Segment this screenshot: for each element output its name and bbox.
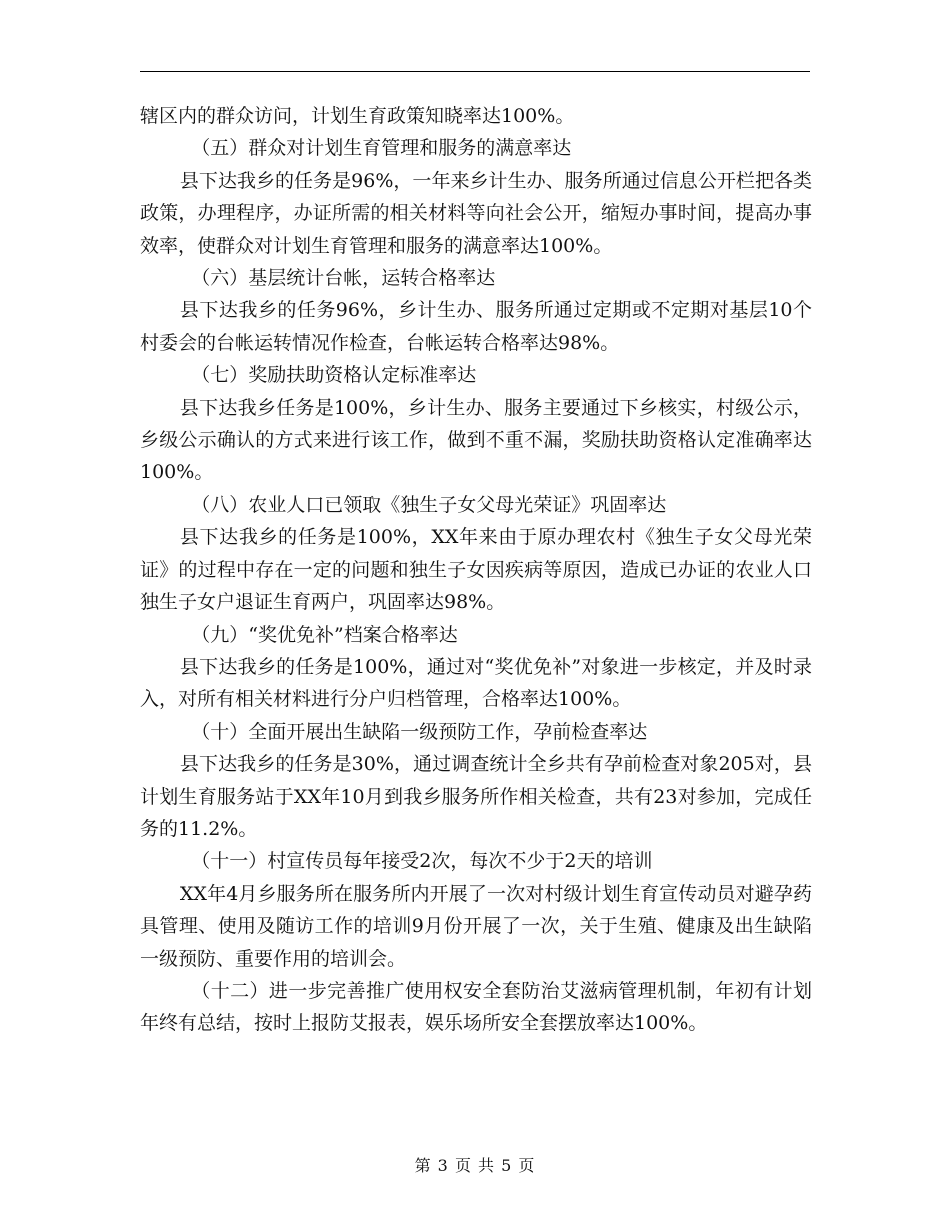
section-heading: （八）农业人口已领取《独生子女父母光荣证》巩固率达 [191,493,667,516]
section-heading: （十）全面开展出生缺陷一级预防工作，孕前检查率达 [191,720,648,743]
body-paragraph: XX年4月乡服务所在服务所内开展了一次对村级计划生育宣传动员对避孕药具管理、使用及随访工作的培训9月份开展了一次，关于生殖、健康及出生缺陷一级预防、重要作用的培训会。 [140,882,812,970]
body-paragraph: 县下达我乡的任务96%，乡计生办、服务所通过定期或不定期对基层10个村委会的台帐运转情况作检查，台帐运转合格率达98%。 [140,299,812,354]
body-paragraph: 县下达我乡的任务是100%，通过对“奖优免补”对象进一步核定，并及时录入，对所有相关材料进行分户归档管理，合格率达100%。 [140,655,812,711]
body-paragraph: 县下达我乡的任务是30%，通过调查统计全乡共有孕前检查对象205对，县计划生育服务站于XX年10月到我乡服务所作相关检查，共有23对参加，完成任务的11.2%。 [140,753,812,840]
section-heading: （六）基层统计台帐，运转合格率达 [191,267,496,290]
section-heading: （七）奖励扶助资格认定标准率达 [191,364,477,387]
section-heading: （五）群众对计划生育管理和服务的满意率达 [191,137,572,160]
body-paragraph: 县下达我乡的任务是96%，一年来乡计生办、服务所通过信息公开栏把各类政策，办理程序，办证所需的相关材料等向社会公开，缩短办事时间，提高办事效率，使群众对计划生育管理和服务的满意率达100%。 [140,169,812,257]
header-rule [140,71,810,72]
document-body [140,100,812,1040]
body-paragraph: 县下达我乡任务是100%，乡计生办、服务主要通过下乡核实，村级公示，乡级公示确认的方式来进行该工作，做到不重不漏，奖励扶助资格认定准确率达100%。 [140,396,812,484]
page-number-footer: 第 3 页 共 5 页 [414,1156,536,1175]
section-heading: （九）“奖优免补”档案合格率达 [191,623,458,646]
body-paragraph: 县下达我乡的任务是100%，XX年来由于原办理农村《独生子女父母光荣证》的过程中存在一定的问题和独生子女因疾病等原因，造成已办证的农业人口独生子女户退证生育两户，巩固率达98%。 [140,526,812,614]
body-paragraph: 辖区内的群众访问，计划生育政策知晓率达100%。 [140,105,575,127]
section-heading: （十一）村宣传员每年接受2次，每次不少于2天的培训 [191,850,653,873]
section-heading: （十二）进一步完善推广使用权安全套防治艾滋病管理机制，年初有计划年终有总结，按时上报防艾报表，娱乐场所安全套摆放率达100%。 [140,979,812,1035]
